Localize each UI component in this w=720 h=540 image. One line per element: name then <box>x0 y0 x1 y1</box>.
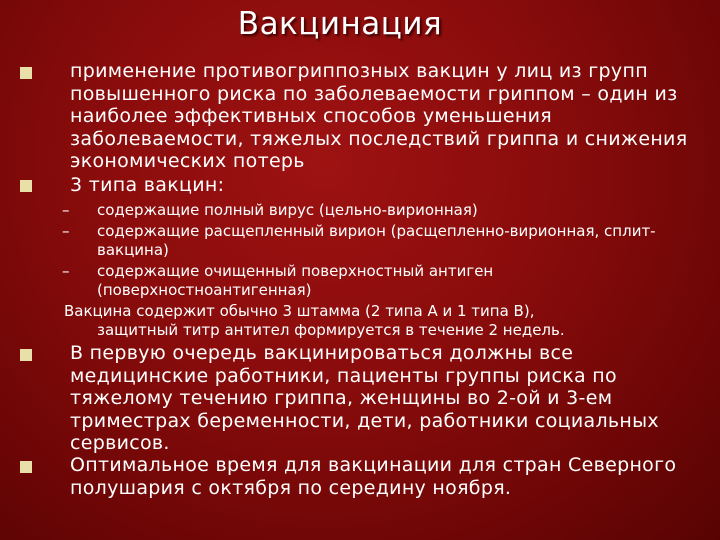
note-line: защитный титр антител формируется в течение 2 недель. <box>97 320 565 339</box>
bullet-square-icon <box>20 349 32 361</box>
bullet-text: 3 типа вакцин: <box>70 174 225 196</box>
dash-marker: – <box>62 262 70 280</box>
dash-marker: – <box>62 222 70 240</box>
vaccine-type-item: содержащие полный вирус (цельно-вирионная) <box>97 201 478 219</box>
vaccine-note <box>64 302 704 339</box>
bullet-text: В первую очередь вакцинироваться должны все медицинские работники, пациенты группы риска по тяжелому течению гриппа, женщины во 2-ой и 3-ем триместрах беременности, дети, работники социальных сервисов. <box>70 342 659 454</box>
bullet-text: применение противогриппозных вакцин у лиц из групп повышенного риска по заболеваемости гриппом – один из наиболее эффективных способов уменьшения заболеваемости, тяжелых последствий гриппа и снижения экономических потерь <box>70 60 688 172</box>
vaccine-type-item: содержащие очищенный поверхностный антиген (поверхностноантигенная) <box>97 262 494 299</box>
bullet-square-icon <box>20 67 32 79</box>
note-line: Вакцина содержит обычно 3 штамма (2 типа А и 1 типа В), <box>64 302 535 320</box>
slide-title: Вакцинация <box>237 6 443 42</box>
vaccine-type-item: содержащие расщепленный вирион (расщепленно-вирионная, сплит-вакцина) <box>97 222 656 259</box>
dash-marker: – <box>62 201 70 219</box>
bullet-square-icon <box>20 180 32 192</box>
bullet-text: Оптимальное время для вакцинации для стран Северного полушария с октября по середину ноября. <box>70 454 677 499</box>
bullet-square-icon <box>20 461 32 473</box>
